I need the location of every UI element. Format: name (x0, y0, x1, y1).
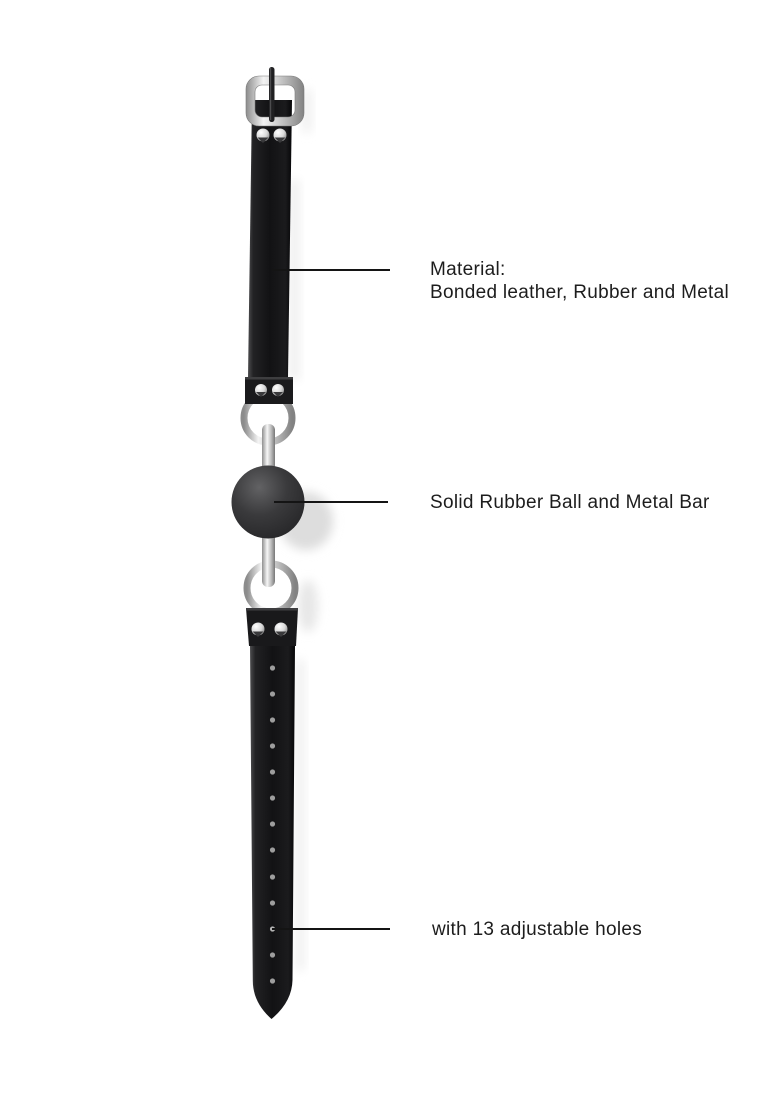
leader-line-holes (272, 928, 390, 930)
bottom-strap-shadow (296, 660, 304, 970)
annotation-ball-bar-text: Solid Rubber Ball and Metal Bar (430, 492, 710, 513)
annotation-holes (432, 918, 642, 941)
strap-hole (270, 900, 275, 905)
leader-line-material (272, 269, 390, 271)
ring-shadow (298, 580, 318, 632)
strap-hole (270, 874, 275, 879)
annotation-material-line2: Bonded leather, Rubber and Metal (430, 282, 730, 303)
top-strap-fold (245, 377, 293, 404)
top-strap (248, 100, 292, 377)
strap-hole (270, 821, 275, 826)
annotation-holes-text: with 13 adjustable holes (432, 919, 643, 940)
annotation-ball-bar (430, 491, 710, 514)
strap-hole (270, 691, 275, 696)
strap-hole (270, 952, 275, 957)
annotation-material (430, 258, 729, 304)
buckle (246, 67, 304, 126)
strap-hole (270, 847, 275, 852)
strap-hole (270, 743, 275, 748)
bottom-strap (250, 646, 295, 1019)
bottom-strap-fold-edge (246, 608, 298, 611)
top-strap-fold-edge (245, 377, 293, 380)
leader-line-ball (274, 501, 388, 503)
strap-hole (270, 769, 275, 774)
strap-hole (270, 717, 275, 722)
strap-hole (270, 795, 275, 800)
strap-hole (270, 665, 275, 670)
top-strap-shadow (290, 180, 299, 380)
buckle-prong-highlight (270, 68, 271, 120)
strap-hole (270, 978, 275, 983)
annotation-material-line1: Material: (430, 259, 506, 280)
